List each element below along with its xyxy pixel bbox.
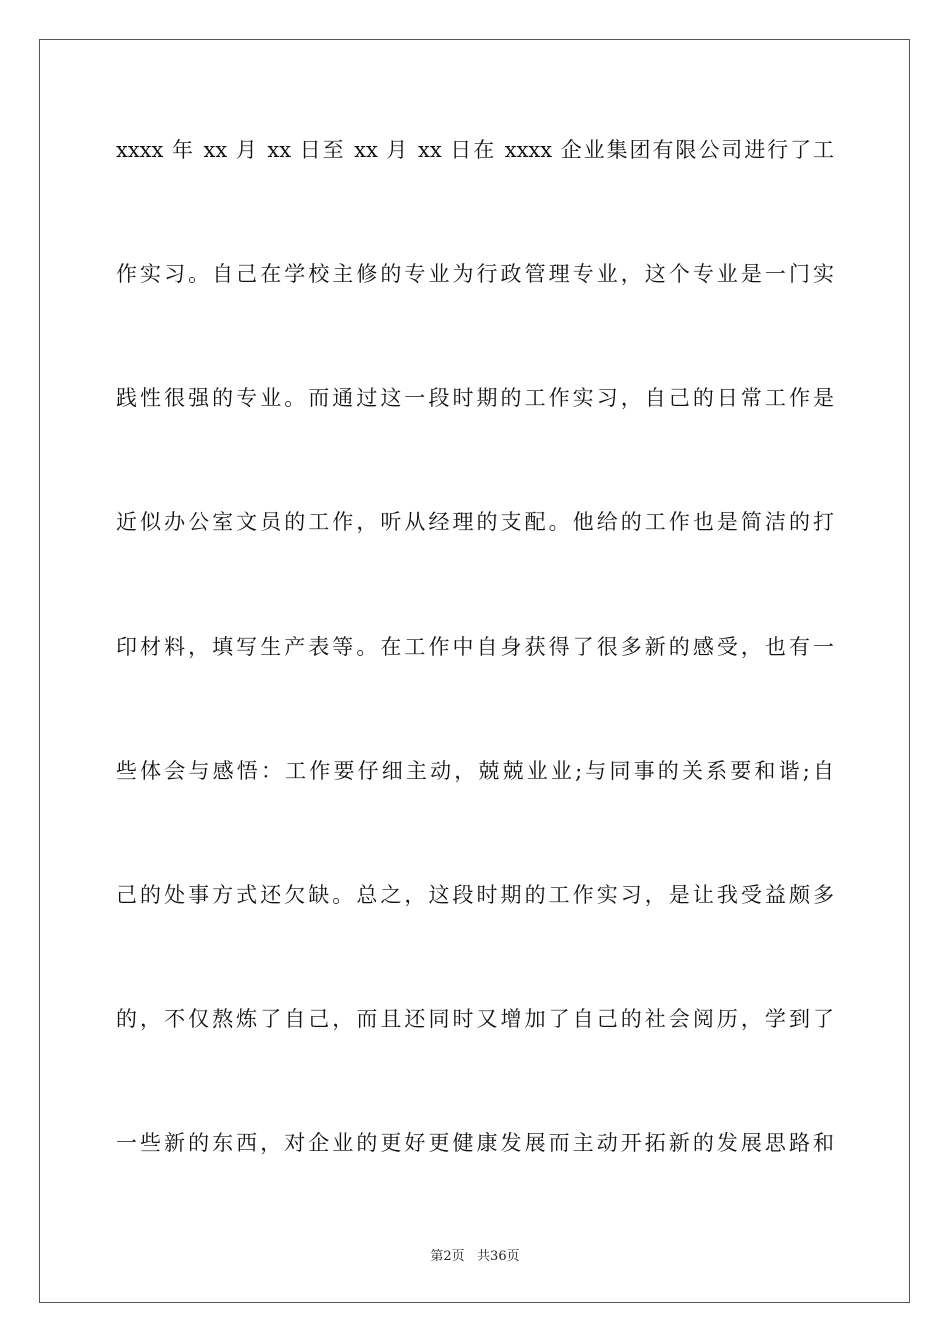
- body-text-line: 的，不仅熬炼了自己，而且还同时又增加了自己的社会阅历，学到了: [116, 1007, 834, 1031]
- page-number-footer: 第2页 共36页: [430, 1249, 520, 1264]
- body-text-line: 一些新的东西，对企业的更好更健康发展而主动开拓新的发展思路和: [116, 1131, 834, 1155]
- page-border: [39, 39, 910, 1303]
- body-text-line: 印材料，填写生产表等。在工作中自身获得了很多新的感受，也有一: [116, 635, 834, 659]
- body-text-line: xxxx 年 xx 月 xx 日至 xx 月 xx 日在 xxxx 企业集团有限公司进行了工: [116, 138, 834, 162]
- body-text-line: 作实习。自己在学校主修的专业为行政管理专业，这个专业是一门实: [116, 262, 834, 286]
- body-text-line: 己的处事方式还欠缺。总之，这段时期的工作实习，是让我受益颇多: [116, 883, 834, 907]
- body-text-line: 近似办公室文员的工作，听从经理的支配。他给的工作也是简洁的打: [116, 510, 834, 534]
- body-text-line: 践性很强的专业。而通过这一段时期的工作实习，自己的日常工作是: [116, 386, 834, 410]
- body-text-line: 些体会与感悟：工作要仔细主动，兢兢业业;与同事的关系要和谐;自: [116, 759, 834, 783]
